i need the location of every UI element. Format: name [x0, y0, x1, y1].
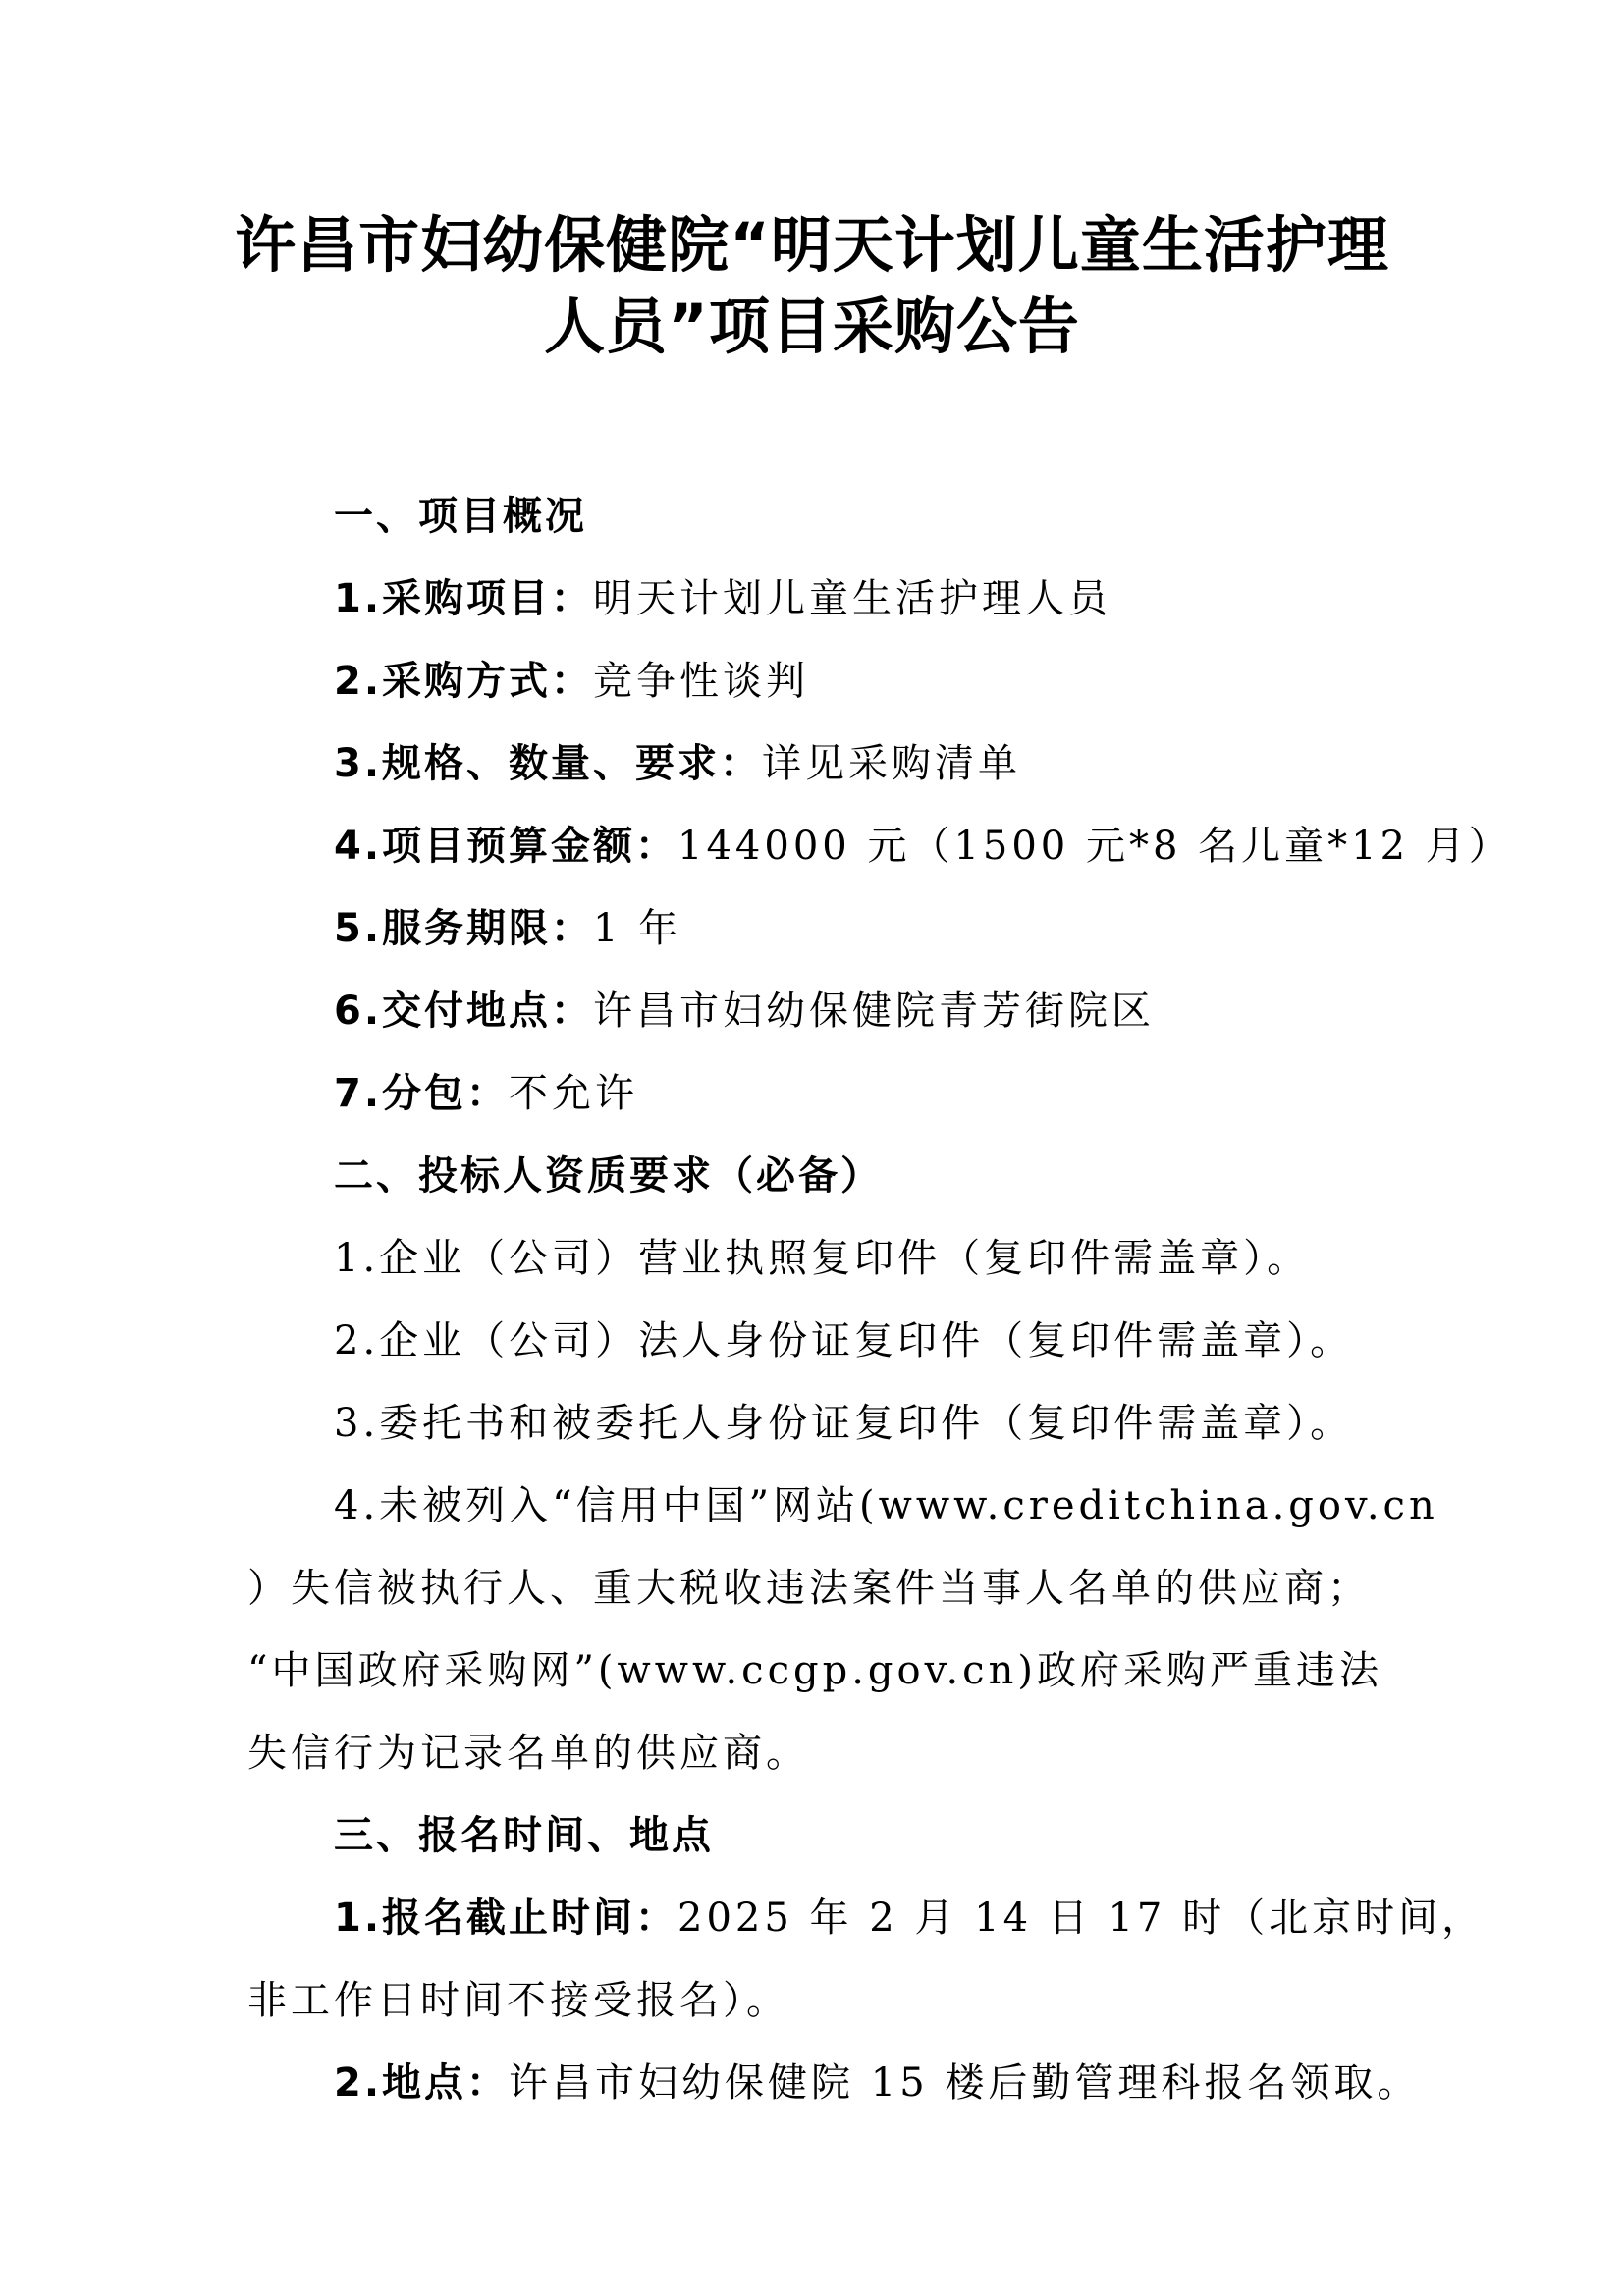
- item-procurement-project: [334, 571, 1111, 626]
- item-key: 3.规格、数量、要求：: [334, 741, 763, 786]
- item-value: 不允许: [509, 1071, 639, 1116]
- item-key: 4.项目预算金额：: [334, 824, 678, 869]
- item-value: 1 年: [593, 906, 682, 951]
- qualification-item-3: 3.委托书和被委托人身份证复印件（复印件需盖章）。: [334, 1401, 1354, 1446]
- item-key: 7.分包：: [334, 1071, 510, 1116]
- section-2-heading: 二、投标人资质要求（必备）: [334, 1153, 883, 1199]
- item-key: 1.采购项目：: [334, 576, 594, 621]
- registration-place: [334, 2056, 1420, 2110]
- title-line-1: 许昌市妇幼保健院“明天计划儿童生活护理: [235, 209, 1389, 281]
- qualification-item-2: 2.企业（公司）法人身份证复印件（复印件需盖章）。: [334, 1318, 1354, 1363]
- item-key: 1.报名截止时间：: [334, 1896, 678, 1941]
- qualification-item-4-line-1: 4.未被列入“信用中国”网站(www.creditchina.gov.cn: [334, 1483, 1438, 1528]
- qualification-item-4-line-2: ）失信被执行人、重大税收违法案件当事人名单的供应商；: [247, 1566, 1371, 1611]
- qualification-item-4-line-4: 失信行为记录名单的供应商。: [247, 1731, 809, 1776]
- item-value: 许昌市妇幼保健院 15 楼后勤管理科报名领取。: [509, 2060, 1421, 2106]
- qualification-item-1: 1.企业（公司）营业执照复印件（复印件需盖章）。: [334, 1236, 1311, 1281]
- item-key: 5.服务期限：: [334, 906, 594, 951]
- item-value: 144000 元（1500 元*8 名儿童*12 月）: [677, 824, 1512, 869]
- item-value: 明天计划儿童生活护理人员: [593, 576, 1112, 621]
- section-3-heading: 三、报名时间、地点: [334, 1813, 714, 1858]
- item-procurement-method: [334, 654, 809, 709]
- qualification-item-4-line-3: “中国政府采购网”(www.ccgp.gov.cn)政府采购严重违法: [247, 1648, 1382, 1693]
- item-specification: [334, 736, 1021, 791]
- item-value: 许昌市妇幼保健院青芳街院区: [593, 988, 1156, 1034]
- item-value: 竞争性谈判: [593, 659, 810, 704]
- item-value: 详见采购清单: [762, 741, 1022, 786]
- item-key: 6.交付地点：: [334, 988, 594, 1034]
- section-1-heading: 一、项目概况: [334, 494, 587, 539]
- item-value: 2025 年 2 月 14 日 17 时（北京时间，: [677, 1896, 1486, 1941]
- item-delivery-location: [334, 984, 1155, 1039]
- item-budget: [334, 819, 1512, 874]
- item-key: 2.采购方式：: [334, 659, 594, 704]
- item-key: 2.地点：: [334, 2060, 510, 2106]
- title-line-2: 人员”项目采购公告: [544, 291, 1080, 362]
- item-subcontracting: [334, 1066, 638, 1121]
- item-service-period: [334, 901, 681, 956]
- registration-deadline: [334, 1891, 1485, 1946]
- registration-deadline-continued: 非工作日时间不接受报名）。: [247, 1978, 789, 2023]
